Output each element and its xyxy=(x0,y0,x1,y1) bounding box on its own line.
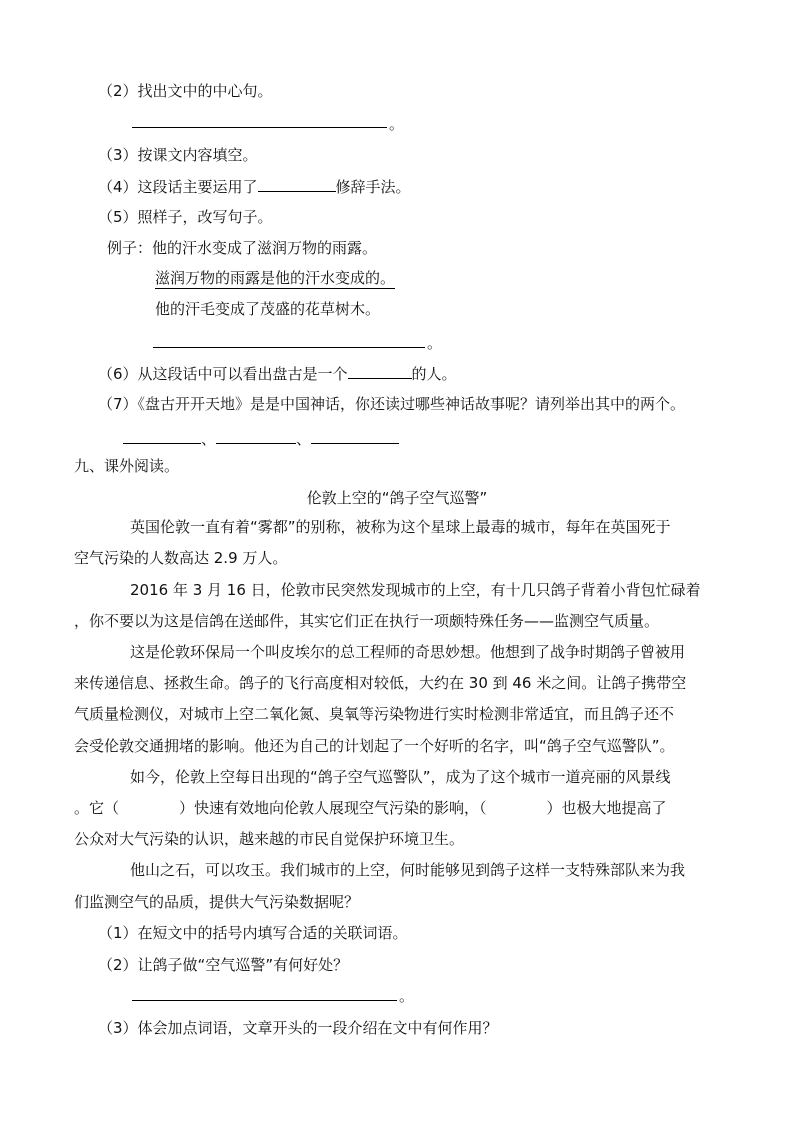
q8-5-label: （5）照样子，改写句子。 xyxy=(98,208,273,226)
article-p3-line2: 来传递信息、拯救生命。鸽子的飞行高度相对较低，大约在 30 到 46 米之间。让鸽子携带空 xyxy=(74,674,687,692)
article-p1-line1: 英国伦敦一直有着“雾都”的别称，被称为这个星球上最毒的城市，每年在英国死于 xyxy=(130,518,671,536)
q8-5-example-prefix: 例子： xyxy=(107,239,153,257)
article-p3-line4: 会受伦敦交通拥堵的影响。他还为自己的计划起了一个好听的名字，叫“鸽子空气巡警队”。 xyxy=(74,737,675,755)
q9-2-answer-line[interactable] xyxy=(132,1000,397,1001)
article-p5-line1: 他山之石，可以攻玉。我们城市的上空，何时能够见到鸽子这样一支特殊部队来为我 xyxy=(130,861,686,879)
q8-6-before: （6）从这段话中可以看出盘古是一个 xyxy=(98,365,348,383)
q8-4-blank[interactable] xyxy=(258,176,336,192)
q8-6-after: 的人。 xyxy=(411,365,457,383)
q9-2-label: （2）让鸽子做“空气巡警”有何好处？ xyxy=(98,956,349,974)
q8-5-example-rewrite xyxy=(155,268,395,288)
article-p1-line2: 空气污染的人数高达 2.9 万人。 xyxy=(74,549,288,567)
q8-4-after: 修辞手法。 xyxy=(335,178,411,196)
article-p2-line2: ，你不要以为这是信鸽在送邮件，其实它们正在执行一项颇特殊任务——监测空气质量。 xyxy=(74,612,660,630)
article-p2-line1: 2016 年 3 月 16 日，伦敦市民突然发现城市的上空，有十几只鸽子背着小背包忙碌着 xyxy=(130,581,701,599)
q8-4-question xyxy=(98,176,411,197)
q9-3-label: （3）体会加点词语，文章开头的一段介绍在文中有何作用？ xyxy=(98,1019,498,1037)
article-p3-line1: 这是伦敦环保局一个叫皮埃尔的总工程师的奇思妙想。他想到了战争时期鸽子曾被用 xyxy=(130,643,686,661)
article-p4-line2: 。它（ ）快速有效地向伦敦人展现空气污染的影响，（ ）也极大地提高了 xyxy=(74,799,667,817)
q8-7-blank-1[interactable] xyxy=(123,428,201,444)
q8-5-example xyxy=(107,238,377,258)
article-title: 伦敦上空的“鸽子空气巡警” xyxy=(306,489,488,507)
q8-7-label: （7）《盘古开开天地》是是中国神话，你还读过哪些神话故事呢？请列举出其中的两个。 xyxy=(98,395,686,413)
q8-3-label: （3）按课文内容填空。 xyxy=(98,146,258,164)
q8-6-question xyxy=(98,363,457,384)
q8-5-example-rewrite-text: 滋润万物的雨露是他的汗水变成的。 xyxy=(155,269,396,287)
q9-2-end: 。 xyxy=(399,987,415,1005)
q8-7-sep-1: 、 xyxy=(201,430,217,448)
q8-7-blank-3[interactable] xyxy=(311,428,399,444)
section-9-heading: 九、课外阅读。 xyxy=(74,457,180,475)
q8-7-answers xyxy=(123,428,399,449)
q8-4-before: （4）这段话主要运用了 xyxy=(98,178,258,196)
q8-5-example-sentence: 他的汗水变成了滋润万物的雨露。 xyxy=(152,239,378,257)
q8-5-answer-line[interactable] xyxy=(153,347,425,348)
q8-2-label: （2）找出文中的中心句。 xyxy=(98,82,273,100)
q8-6-blank[interactable] xyxy=(348,363,412,379)
q8-7-blank-2[interactable] xyxy=(216,428,296,444)
q8-5-task-sentence: 他的汗毛变成了茂盛的花草树木。 xyxy=(155,300,381,318)
article-p4-line1: 如今，伦敦上空每日出现的“鸽子空气巡警队”，成为了这个城市一道亮丽的风景线 xyxy=(130,768,671,786)
q9-1-label: （1）在短文中的括号内填写合适的关联词语。 xyxy=(98,924,408,942)
q8-2-answer-line[interactable] xyxy=(132,127,387,128)
article-p5-line2: 们监测空气的品质，提供大气污染数据呢？ xyxy=(74,893,360,911)
q8-2-end: 。 xyxy=(389,115,405,133)
article-p3-line3: 气质量检测仪，对城市上空二氧化氮、臭氧等污染物进行实时检测非常适宜，而且鸽子还不 xyxy=(74,705,675,723)
q8-5-end: 。 xyxy=(427,334,443,352)
q8-7-sep-2: 、 xyxy=(296,430,312,448)
article-p4-line3: 公众对大气污染的认识，越来越的市民自觉保护环境卫生。 xyxy=(74,830,465,848)
